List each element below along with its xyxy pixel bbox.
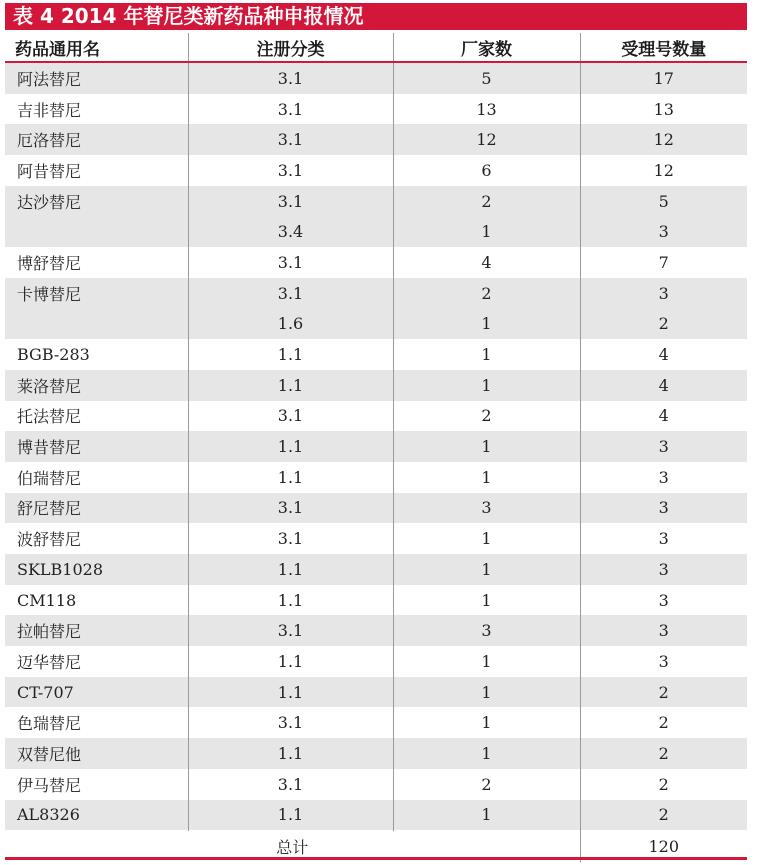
table-row <box>5 278 747 309</box>
cell-registration-class: 3.1 <box>188 124 393 155</box>
cell-registration-class: 1.1 <box>188 646 393 677</box>
cell-registration-class: 1.1 <box>188 800 393 831</box>
cell-drug-name: 莱洛替尼 <box>5 370 188 401</box>
cell-acceptance-count: 2 <box>580 309 747 340</box>
cell-manufacturer-count: 1 <box>393 431 580 462</box>
cell-manufacturer-count: 1 <box>393 216 580 247</box>
table-row <box>5 769 747 800</box>
drug-application-table <box>5 33 747 862</box>
cell-acceptance-count: 2 <box>580 738 747 769</box>
cell-manufacturer-count: 2 <box>393 401 580 432</box>
cell-manufacturer-count: 1 <box>393 677 580 708</box>
table-row <box>5 738 747 769</box>
bottom-rule <box>5 857 747 860</box>
cell-drug-name: 阿法替尼 <box>5 62 188 94</box>
cell-acceptance-count: 3 <box>580 615 747 646</box>
cell-drug-name: 伊马替尼 <box>17 775 82 795</box>
cell-drug-name: 博昔替尼 <box>5 431 188 462</box>
cell-drug-name <box>5 216 188 247</box>
table-title: 表 4 2014 年替尼类新药品种申报情况 <box>5 3 747 30</box>
cell-acceptance-count: 13 <box>580 94 747 125</box>
cell-registration-class: 3.4 <box>188 216 393 247</box>
table-row <box>5 186 747 217</box>
cell-acceptance-count: 12 <box>580 155 747 186</box>
cell-registration-class: 3.1 <box>188 278 393 309</box>
cell-drug-name: 托法替尼 <box>17 407 82 427</box>
cell-registration-class: 3.1 <box>188 493 393 524</box>
table-row <box>5 124 747 155</box>
cell-manufacturer-count: 1 <box>393 646 580 677</box>
cell-manufacturer-count: 3 <box>393 493 580 524</box>
cell-acceptance-count: 2 <box>580 769 747 800</box>
table-row <box>5 523 747 554</box>
cell-manufacturer-count: 13 <box>393 94 580 125</box>
cell-manufacturer-count: 1 <box>393 585 580 616</box>
cell-manufacturer-count: 2 <box>393 769 580 800</box>
header-acceptance-count: 受理号数量 <box>580 33 747 62</box>
table-row <box>5 309 747 340</box>
table-row <box>5 370 747 401</box>
cell-manufacturer-count: 1 <box>393 462 580 493</box>
cell-registration-class: 3.1 <box>188 707 393 738</box>
cell-manufacturer-count: 1 <box>393 800 580 831</box>
cell-manufacturer-count: 1 <box>393 554 580 585</box>
cell-drug-name: SKLB1028 <box>5 554 188 585</box>
cell-registration-class: 3.1 <box>188 186 393 217</box>
cell-acceptance-count: 7 <box>580 247 747 278</box>
cell-manufacturer-count: 1 <box>393 523 580 554</box>
cell-manufacturer-count: 1 <box>393 309 580 340</box>
cell-drug-name: 舒尼替尼 <box>5 493 188 524</box>
cell-acceptance-count: 3 <box>580 462 747 493</box>
cell-acceptance-count: 2 <box>580 800 747 831</box>
cell-drug-name: 波舒替尼 <box>17 530 82 550</box>
cell-acceptance-count: 2 <box>580 677 747 708</box>
table-row <box>5 493 747 524</box>
table-row <box>5 615 747 646</box>
cell-acceptance-count: 3 <box>580 585 747 616</box>
cell-registration-class: 3.1 <box>188 615 393 646</box>
cell-drug-name: 双替尼他 <box>5 738 188 769</box>
cell-drug-name: BGB-283 <box>17 345 90 365</box>
table-row <box>5 677 747 708</box>
cell-registration-class: 1.1 <box>188 677 393 708</box>
cell-acceptance-count: 3 <box>580 646 747 677</box>
header-drug-name: 药品通用名 <box>5 33 188 62</box>
cell-drug-name: 厄洛替尼 <box>5 124 188 155</box>
cell-acceptance-count: 4 <box>580 339 747 370</box>
table-row <box>5 585 747 616</box>
cell-manufacturer-count: 6 <box>393 155 580 186</box>
cell-drug-name: 伯瑞替尼 <box>17 468 82 488</box>
cell-drug-name: 吉非替尼 <box>17 100 82 120</box>
table-row <box>5 431 747 462</box>
cell-acceptance-count: 17 <box>580 62 747 94</box>
cell-registration-class: 1.1 <box>188 462 393 493</box>
table-row <box>5 94 747 125</box>
cell-drug-name: 卡博替尼 <box>5 278 188 309</box>
cell-drug-name: CM118 <box>17 590 77 610</box>
header-manufacturer-count: 厂家数 <box>393 33 580 62</box>
cell-acceptance-count: 3 <box>580 493 747 524</box>
cell-drug-name: 达沙替尼 <box>5 186 188 217</box>
cell-drug-name <box>5 309 188 340</box>
cell-manufacturer-count: 4 <box>393 247 580 278</box>
table-row <box>5 339 747 370</box>
cell-manufacturer-count: 2 <box>393 278 580 309</box>
cell-manufacturer-count: 2 <box>393 186 580 217</box>
cell-acceptance-count: 3 <box>580 278 747 309</box>
cell-registration-class: 1.6 <box>188 309 393 340</box>
table-row <box>5 155 747 186</box>
cell-registration-class: 1.1 <box>188 431 393 462</box>
table-row <box>5 646 747 677</box>
cell-manufacturer-count: 1 <box>393 707 580 738</box>
header-registration-class: 注册分类 <box>188 33 393 62</box>
cell-drug-name: 色瑞替尼 <box>17 714 82 734</box>
cell-drug-name: AL8326 <box>5 800 188 831</box>
cell-registration-class: 1.1 <box>188 554 393 585</box>
cell-acceptance-count: 3 <box>580 431 747 462</box>
cell-drug-name: 拉帕替尼 <box>5 615 188 646</box>
cell-manufacturer-count: 1 <box>393 370 580 401</box>
table-row <box>5 707 747 738</box>
cell-manufacturer-count: 5 <box>393 62 580 94</box>
cell-registration-class: 1.1 <box>188 738 393 769</box>
cell-acceptance-count: 4 <box>580 370 747 401</box>
cell-registration-class: 3.1 <box>188 401 393 432</box>
cell-drug-name: 博舒替尼 <box>17 253 82 273</box>
cell-acceptance-count: 5 <box>580 186 747 217</box>
table-row <box>5 554 747 585</box>
cell-acceptance-count: 3 <box>580 554 747 585</box>
table-row <box>5 800 747 831</box>
cell-drug-name: 阿昔替尼 <box>17 161 82 181</box>
cell-registration-class: 1.1 <box>188 585 393 616</box>
cell-registration-class: 3.1 <box>188 62 393 94</box>
table-row <box>5 216 747 247</box>
cell-acceptance-count: 3 <box>580 216 747 247</box>
cell-acceptance-count: 4 <box>580 401 747 432</box>
cell-drug-name: 迈华替尼 <box>17 652 82 672</box>
table-row <box>5 247 747 278</box>
cell-registration-class: 3.1 <box>188 94 393 125</box>
cell-registration-class: 3.1 <box>188 247 393 278</box>
table-row <box>5 401 747 432</box>
total-count: 120 <box>580 831 747 863</box>
table-row <box>5 62 747 94</box>
table-row <box>5 462 747 493</box>
cell-acceptance-count: 12 <box>580 124 747 155</box>
cell-drug-name: CT-707 <box>5 677 188 708</box>
cell-manufacturer-count: 3 <box>393 615 580 646</box>
cell-manufacturer-count: 12 <box>393 124 580 155</box>
header-row <box>5 33 747 62</box>
cell-acceptance-count: 3 <box>580 523 747 554</box>
cell-registration-class: 3.1 <box>188 769 393 800</box>
cell-manufacturer-count: 1 <box>393 339 580 370</box>
cell-registration-class: 3.1 <box>188 155 393 186</box>
cell-manufacturer-count: 1 <box>393 738 580 769</box>
cell-acceptance-count: 2 <box>580 707 747 738</box>
total-label: 总计 <box>5 831 580 863</box>
cell-registration-class: 1.1 <box>188 339 393 370</box>
cell-registration-class: 3.1 <box>188 523 393 554</box>
cell-registration-class: 1.1 <box>188 370 393 401</box>
